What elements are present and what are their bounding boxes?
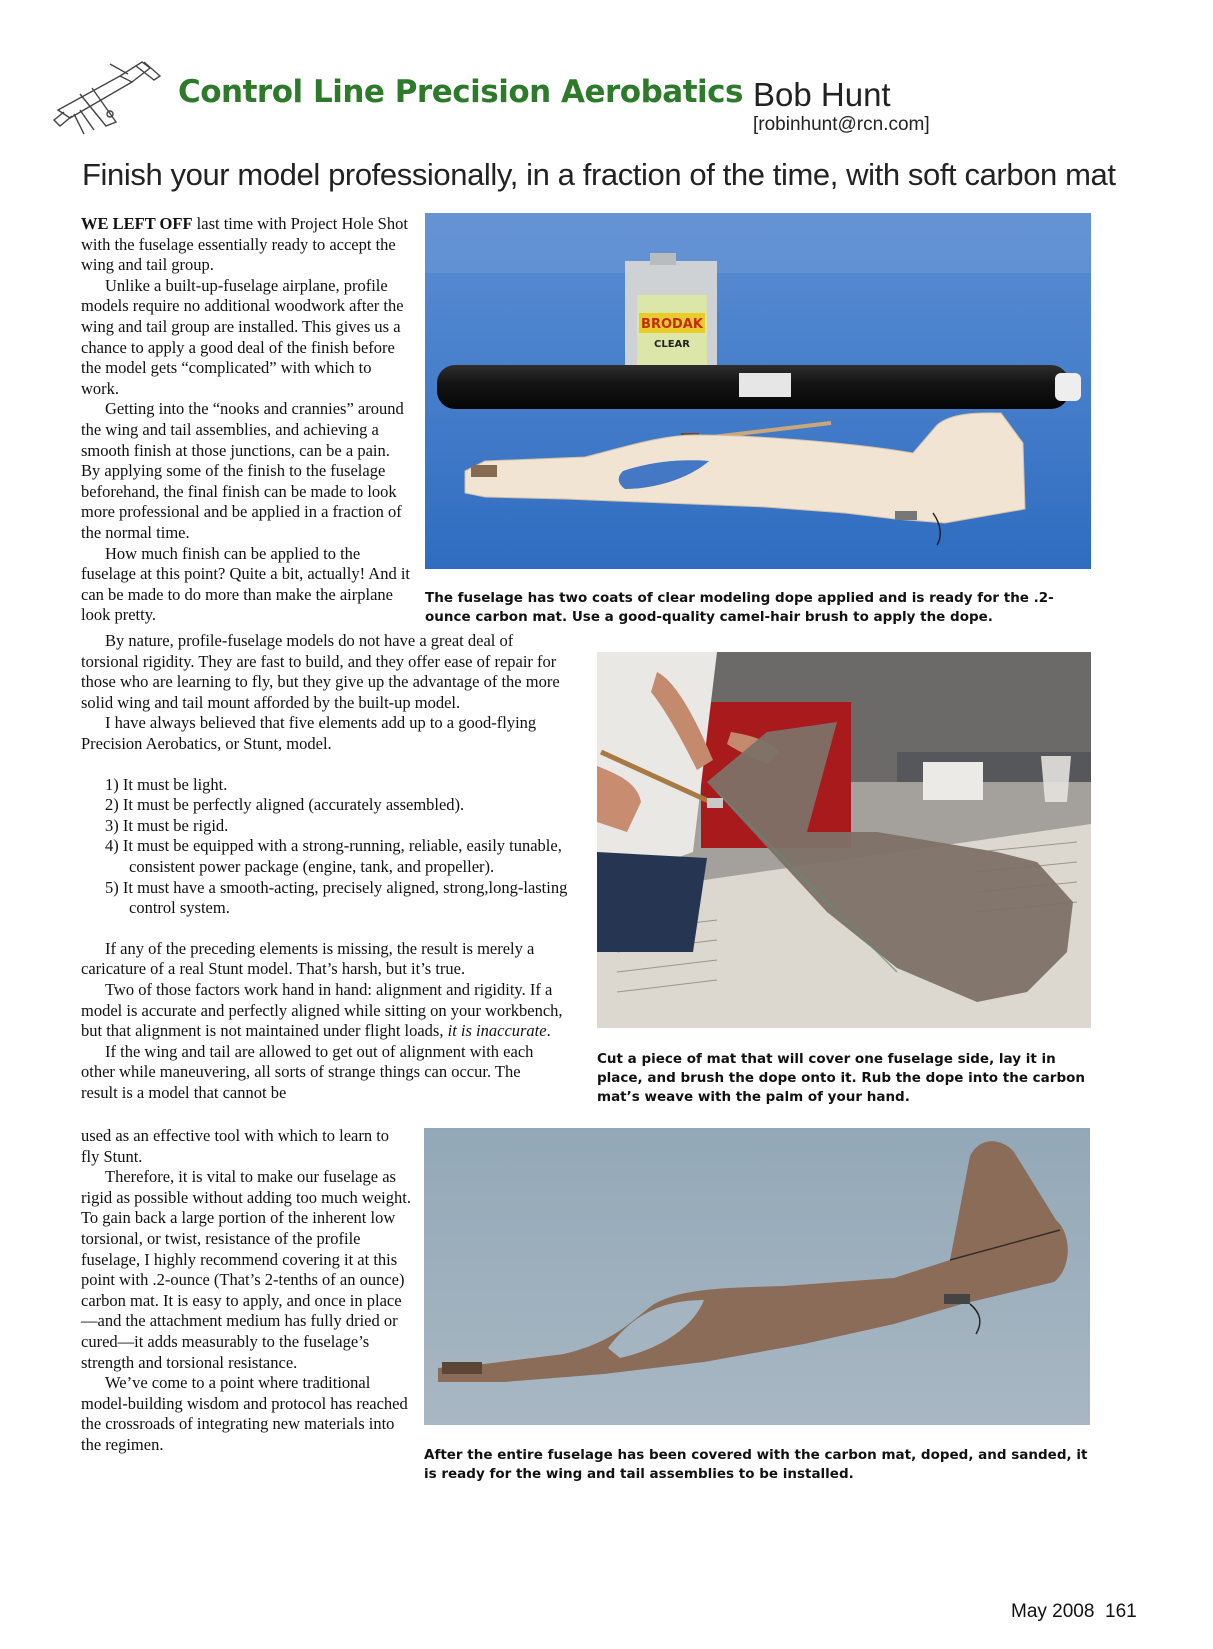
issue-date: May 2008: [1011, 1601, 1095, 1622]
stunt-plane-logo-icon: [50, 54, 170, 140]
photo1-caption: The fuselage has two coats of clear modeling dope applied and is ready for the .2-ounce carbon mat. Use a good-quality camel-hair brush to apply the dope.: [425, 590, 1054, 625]
article-column-top: [81, 214, 411, 626]
can-brand-label: BRODAK: [641, 317, 703, 332]
list-item: 4) It must be equipped with a strong-running, reliable, easily tunable, consistent power package (engine, tank, and propeller).: [105, 836, 562, 876]
article-paragraph-10: Therefore, it is vital to make our fuselage as rigid as possible without adding too much weight. To gain back a large portion of the inherent low torsional, or twist, resistance of the profile fuselage, I highly recommend covering it at this point with .2-ounce (That’s 2-tenths of an ounce) carbon mat. It is easy to apply, and once in place—and the attachment medium has fully dried or cured—it adds measurably to the fuselage’s strength and torsional resistance.: [81, 1167, 411, 1372]
article-paragraph-9: If the wing and tail are allowed to get out of alignment with each other while maneuvering, all sorts of strange things can occur. The result is a model that cannot be: [81, 1041, 534, 1102]
article-paragraph-5: By nature, profile-fuselage models do not have a great deal of torsional rigidity. They are fast to build, and they offer ease of repair for those who are learning to fly, but they give up the advantage of the more solid wing and tail mount afforded by the built-up model.: [81, 631, 560, 712]
list-item: 3) It must be rigid.: [105, 815, 229, 835]
article-column-middle: [81, 631, 574, 1103]
article-paragraph-6: I have always believed that five elements add up to a good-flying Precision Aerobatics, or Stunt, model.: [81, 713, 537, 753]
page-number: 161: [1105, 1601, 1137, 1622]
five-elements-list: [81, 775, 574, 919]
article-paragraph-2: Unlike a built-up-fuselage airplane, profile models require no additional woodwork after the wing and tail group are installed. This gives us a chance to apply a good deal of the finish before the model gets “complicated” with which to work.: [81, 275, 404, 398]
photo-fuselage-with-dope: [425, 213, 1091, 569]
photo-applying-carbon-mat: [597, 652, 1091, 1028]
can-clear-label: CLEAR: [654, 339, 690, 350]
photo3-caption: After the entire fuselage has been covered with the carbon mat, doped, and sanded, it is ready for the wing and tail assemblies to be installed.: [424, 1447, 1088, 1482]
article-column-bottom: [81, 1126, 411, 1456]
author-name: Bob Hunt: [753, 76, 891, 113]
page-footer: [1011, 1601, 1137, 1623]
article-paragraph-4: How much finish can be applied to the fuselage at this point? Quite a bit, actually! And it can be made to do more than make the airplane look pretty.: [81, 543, 411, 625]
article-paragraph-1: WE LEFT OFF last time with Project Hole Shot with the fuselage essentially ready to accept the wing and tail group.: [81, 214, 408, 275]
article-paragraph-8: Two of those factors work hand in hand: alignment and rigidity. If a model is accurate and perfectly aligned while sitting on your workbench, but that alignment is not maintained under flight loads, it is inaccurate.: [81, 979, 563, 1041]
author-email: [robinhunt@rcn.com]: [753, 114, 930, 135]
article-paragraph-11: We’ve come to a point where traditional model-building wisdom and protocol has reached the crossroads of integrating new materials into the regimen.: [81, 1373, 408, 1454]
article-headline: Finish your model professionally, in a fraction of the time, with soft carbon mat: [82, 157, 1116, 192]
list-item: 2) It must be perfectly aligned (accurately assembled).: [105, 795, 465, 815]
article-lead-in: WE LEFT OFF: [81, 214, 193, 233]
list-item: 5) It must have a smooth-acting, precisely aligned, strong,long-lasting control system.: [105, 877, 568, 918]
photo2-caption: Cut a piece of mat that will cover one fuselage side, lay it in place, and brush the dope onto it. Rub the dope into the carbon mat’s weave with the palm of your hand.: [597, 1051, 1086, 1105]
article-paragraph-3: Getting into the “nooks and crannies” around the wing and tail assemblies, and achieving a smooth finish at those junctions, can be a pain. By applying some of the finish to the fuselage beforehand, the final finish can be made to look more professional and be applied in a fraction of the normal time.: [81, 399, 404, 542]
column-title: Control Line Precision Aerobatics: [178, 74, 743, 110]
article-paragraph-7: If any of the preceding elements is missing, the result is merely a caricature of a real Stunt model. That’s harsh, but it’s true.: [81, 938, 535, 979]
photo-carbon-covered-fuselage: [424, 1128, 1090, 1425]
article-paragraph-9-continued: used as an effective tool with which to learn to fly Stunt.: [81, 1126, 390, 1166]
list-item: 1) It must be light.: [105, 774, 228, 794]
